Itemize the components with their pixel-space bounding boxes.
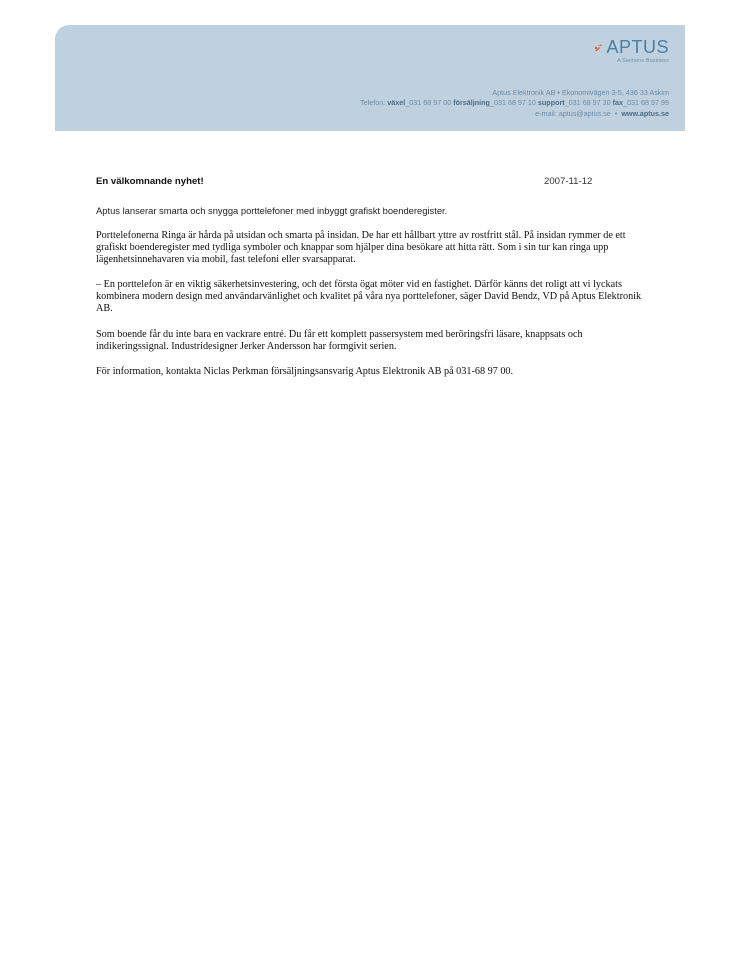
article-paragraph: För information, kontakta Niclas Perkman försäljningsansvarig Aptus Elektronik AB på 031-68 97 00. — [96, 366, 514, 378]
article-lead: Aptus lanserar smarta och snygga porttelefoner med inbyggt grafiskt boenderegister. — [96, 205, 448, 216]
title-row — [96, 176, 652, 190]
company-logo — [593, 37, 669, 64]
logo-wordmark — [593, 37, 669, 58]
phone-support-label: support — [537, 98, 565, 108]
logo-text: APTUS — [606, 37, 669, 57]
phone-support: 031 68 97 30 — [568, 98, 611, 108]
fax-label: fax — [612, 98, 624, 108]
aptus-mark-icon — [593, 42, 605, 54]
phone-switch-label: växel — [387, 98, 406, 108]
article-paragraph: Som boende får du inte bara en vackrare entré. Du får ett komplett passersystem med beröringsfri läsare, knappsats och indikeringssignal. Industridesigner Jerker Andersson har formgivit serien. — [96, 328, 583, 352]
article-date: 2007-11-12 — [544, 176, 593, 187]
email-link[interactable]: aptus@aptus.se — [558, 108, 611, 118]
article-paragraph: – En porttelefon är en viktig säkerhetsinvestering, och det första ögat möter vid en fastighet. Därför känns det roligt att vi lyckats kombinera modern design med användarvänlighet och kvalitet på våra nya porttelefoner, säger David Bendz, VD på Aptus Elektronik AB. — [96, 279, 642, 314]
email-prefix: e-mail: — [535, 108, 557, 118]
logo-tagline: A Siemens Business — [617, 58, 669, 64]
phone-switch: 031 68 97 00 — [409, 98, 452, 108]
phone-prefix: Telefon: — [360, 98, 386, 108]
letterhead — [55, 25, 685, 131]
website-link[interactable]: www.aptus.se — [621, 108, 669, 118]
press-release — [96, 176, 652, 378]
email-line: e-mail: aptus@aptus.se • www.aptus.se — [535, 108, 669, 118]
contact-block — [360, 88, 669, 119]
article-paragraph: Porttelefonerna Ringa är hårda på utsidan och smarta på insidan. De har ett hållbart yttre av rostfritt stål. På insidan rymmer de ett grafiskt boenderegister med tydliga symboler och knappar som hjälper dina besökare att hitta rätt. Som i sin tur kan ringa upp lägenhetsinnehavaren via mobil, fast telefoni eller svarsapparat. — [96, 230, 626, 265]
company-address: Aptus Elektronik AB • Ekonomivägen 3-5, 436 33 Askim — [492, 88, 669, 97]
fax-number: 031 68 97 99 — [627, 98, 669, 108]
phone-sales-label: försäljning — [453, 98, 490, 108]
phone-line: Telefon: växel_031 68 97 00 försäljning_031 68 97 10 support_031 68 97 30 fax_031 68 97 99 — [360, 98, 669, 108]
article-title: En välkomnande nyhet! — [96, 176, 204, 187]
phone-sales: 031 68 97 10 — [493, 98, 536, 108]
